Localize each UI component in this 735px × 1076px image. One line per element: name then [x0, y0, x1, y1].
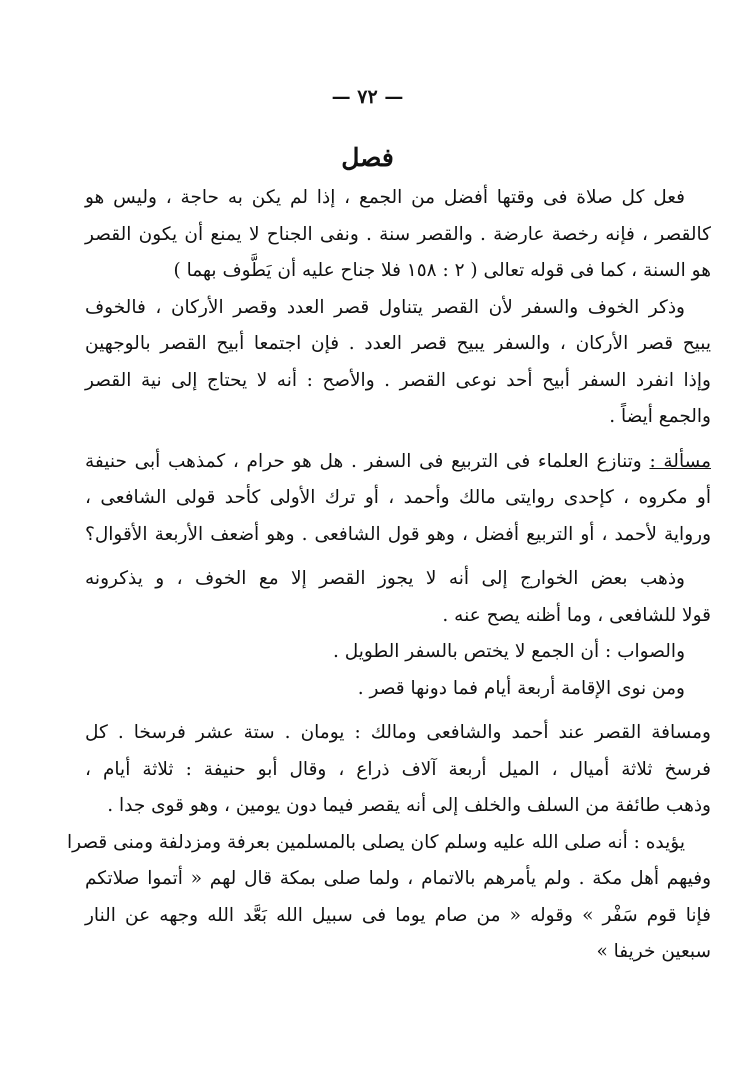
text-line: وذهب بعض الخوارج إلى أنه لا يجوز القصر إلا مع الخوف ، و يذكرونه — [85, 568, 685, 589]
text-line: وذكر الخوف والسفر لأن القصر يتناول قصر العدد وقصر الأركان ، فالخوف — [85, 296, 685, 318]
paragraph — [85, 180, 711, 290]
text-line — [85, 444, 711, 481]
paragraph — [85, 290, 711, 436]
paragraph — [85, 671, 711, 708]
text-line: وفيهم أهل مكة . ولم يأمرهم بالاتمام ، ولما صلى بمكة قال لهم « أتموا صلاتكم — [85, 868, 711, 889]
text-line: فرسخ ثلاثة أميال ، الميل أربعة آلاف ذراع ، وقال أبو حنيفة : ثلاثة أيام ، — [85, 758, 711, 780]
text-line: سبعين خريفا » — [596, 941, 711, 962]
text-line: ومن نوى الإقامة أربعة أيام فما دونها قصر . — [357, 677, 685, 699]
text-line: فعل كل صلاة فى وقتها أفضل من الجمع ، إذا لم يكن به حاجة ، وليس هو — [85, 187, 685, 208]
text-run: وتنازع العلماء فى التربيع فى السفر . هل هو حرام ، كمذهب أبى حنيفة — [85, 450, 650, 472]
text-line: ورواية لأحمد ، أو التربيع أفضل ، وهو قول الشافعى . وهو أضعف الأربعة الأقوال؟ — [85, 523, 711, 545]
text-line: وإذا انفرد السفر أبيح أحد نوعى القصر . والأصح : أنه لا يحتاج إلى نية القصر — [85, 369, 711, 391]
paragraph — [85, 715, 711, 825]
text-line: والصواب : أن الجمع لا يختص بالسفر الطويل . — [332, 641, 685, 662]
page-number: — ٧٢ — — [331, 86, 404, 108]
text-line: كالقصر ، فإنه رخصة عارضة . والقصر سنة . ونفى الجناح لا يمنع أن يكون القصر — [85, 223, 711, 245]
paragraph — [85, 444, 711, 554]
text-line: هو السنة ، كما فى قوله تعالى ( ٢ : ١٥٨ فلا جناح عليه أن يَطَّوف بهما ) — [173, 260, 711, 281]
paragraph — [85, 634, 711, 671]
paragraph — [67, 825, 711, 971]
paragraph — [85, 561, 711, 634]
text-line: والجمع أيضاً . — [609, 406, 711, 427]
text-line: فإنا قوم سَفْر » وقوله « من صام يوما فى سبيل الله بَعَّد الله وجهه عن النار — [85, 904, 711, 926]
issue-heading: مسألة : — [649, 450, 711, 472]
text-line: أو مكروه ، كإحدى روايتى مالك وأحمد ، أو ترك الأولى كأحد قولى الشافعى ، — [85, 487, 711, 508]
text-line: يؤيده : أنه صلى الله عليه وسلم كان يصلى بالمسلمين بعرفة ومزدلفة ومنى قصرا — [67, 831, 685, 853]
text-line: ومسافة القصر عند أحمد والشافعى ومالك : يومان . ستة عشر فرسخا . كل — [85, 722, 711, 743]
text-line: قولا للشافعى ، وما أظنه يصح عنه . — [442, 604, 711, 626]
text-line: وذهب طائفة من السلف والخلف إلى أنه يقصر فيما دون يومين ، وهو قوى جدا . — [107, 795, 711, 816]
text-line: يبيح قصر الأركان ، والسفر يبيح قصر العدد . فإن اجتمعا أبيح القصر بالوجهين — [85, 333, 711, 354]
body-text — [67, 180, 711, 971]
section-title: فصل — [341, 143, 394, 172]
